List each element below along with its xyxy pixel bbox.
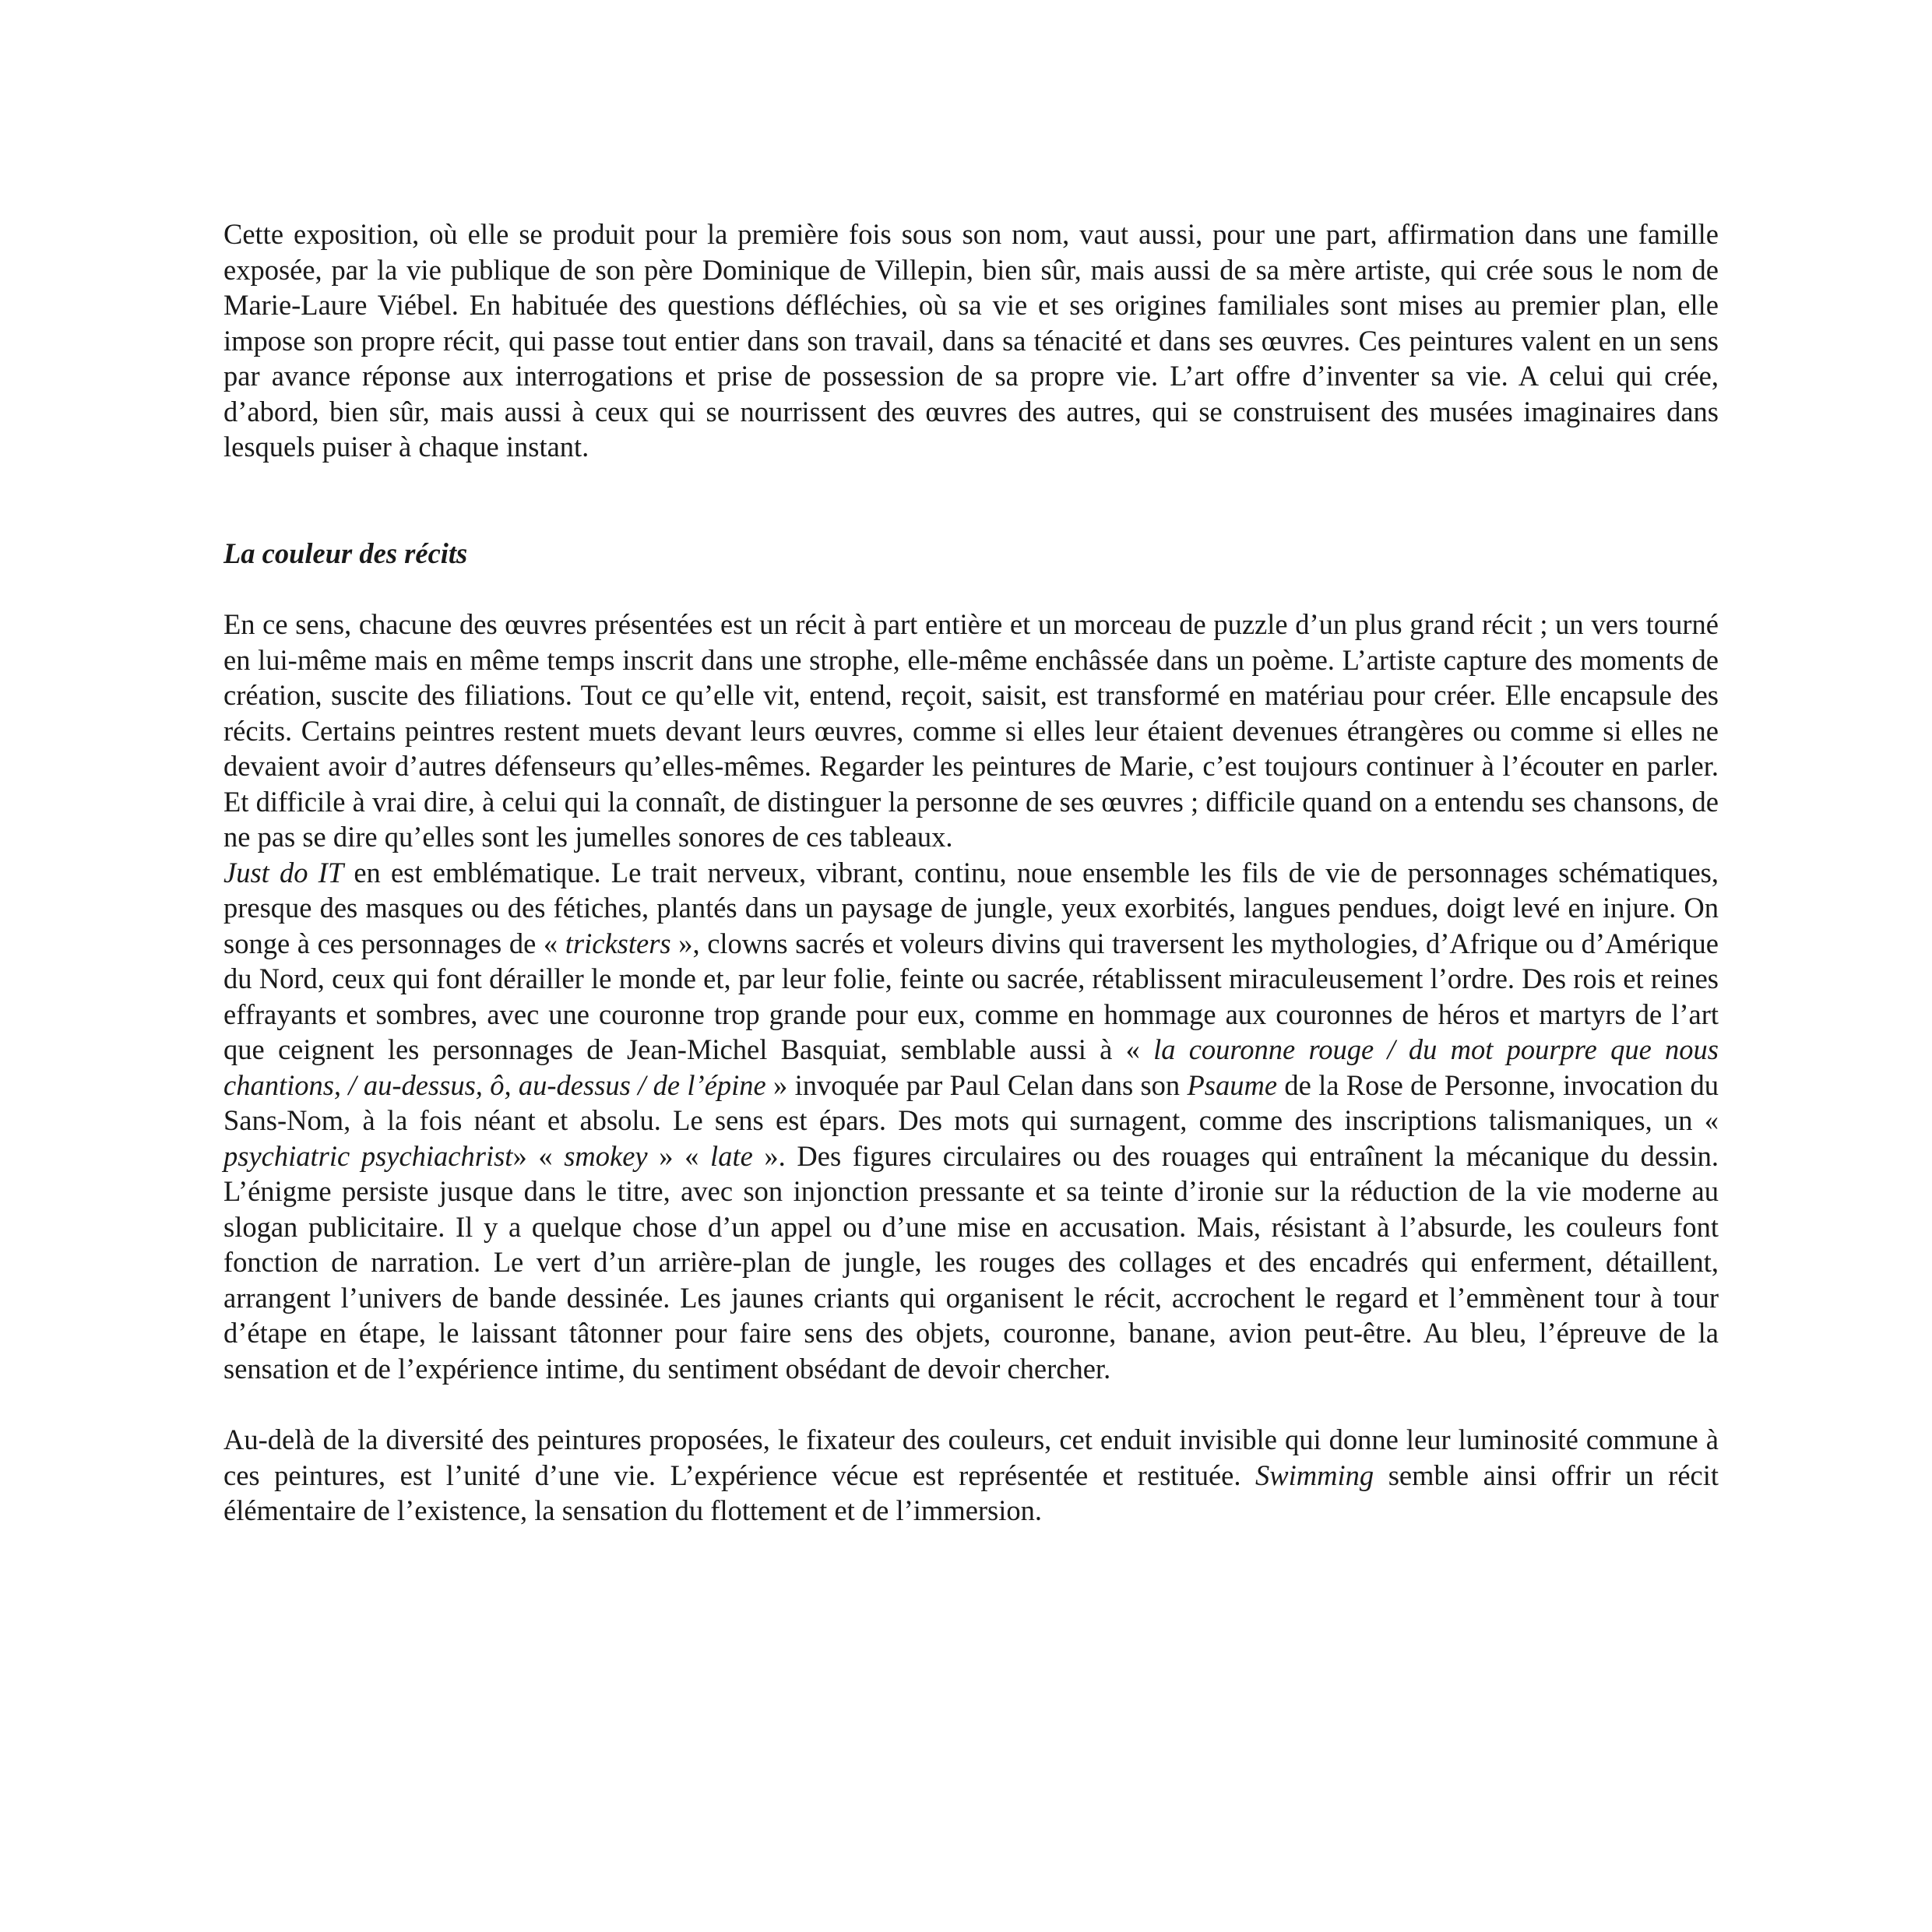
- paragraph-text: » «: [647, 1139, 711, 1172]
- inscription-word: smokey: [564, 1139, 648, 1172]
- artwork-title-swimming: Swimming: [1255, 1459, 1374, 1491]
- paragraph-text: semble ainsi offrir un récit élémentaire de l’existence, la sensation du flottement et de l’immersion.: [223, 1459, 1719, 1526]
- artwork-title-just-do-it: Just do IT: [223, 856, 344, 889]
- paragraph-text: », clowns sacrés et voleurs divins qui traversent les mythologies, d’Afrique ou d’Amérique du Nord, ceux qui font dérailler le monde et, par leur folie, feinte ou sacrée, rétablissent miraculeusement l’ordre. Des rois et reines effrayants et sombres, avec une couronne trop grande pour eux, comme en hommage aux couronnes de héros et martyrs de l’art que ceignent les personnages de Jean-Michel Basquiat, semblable aussi à «: [223, 927, 1719, 1065]
- inscription-word: late: [710, 1139, 753, 1172]
- paragraph-text: de la Rose de Personne, invocation du Sans-Nom, à la fois néant et absolu. Le sens est épars. Des mots qui surnagent, comme des inscriptions talismaniques, un «: [223, 1068, 1719, 1136]
- paragraph-text: ». Des figures circulaires ou des rouages qui entraînent la mécanique du dessin. L’énigme persiste jusque dans le titre, avec son injonction pressante et sa teinte d’ironie sur la réduction de la vie moderne au slogan publicitaire. Il y a quelque chose d’un appel ou d’une mise en accusation. Mais, résistant à l’absurde, les couleurs font fonction de narration. Le vert d’un arrière-plan de jungle, les rouges des collages et des encadrés qui enferment, détaillent, arrangent l’univers de bande dessinée. Les jaunes criants qui organisent le récit, accrochent le regard et l’emmènent tour à tour d’étape en étape, le laissant tâtonner pour faire sens des objets, couronne, banane, avion peut-être. Au bleu, l’épreuve de la sensation et de l’expérience intime, du sentiment obsédant de devoir chercher.: [223, 1139, 1719, 1385]
- intro-paragraph: Cette exposition, où elle se produit pour la première fois sous son nom, vaut aussi, pour une part, affirmation dans une famille exposée, par la vie publique de son père Dominique de Villepin, bien sûr, mais aussi de sa mère artiste, qui crée sous le nom de Marie-Laure Viébel. En habituée des questions défléchies, où sa vie et ses origines familiales sont mises au premier plan, elle impose son propre récit, qui passe tout entier dans son travail, dans sa ténacité et dans ses œuvres. Ces peintures valent en un sens par avance réponse aux interrogations et prise de possession de sa propre vie. L’art offre d’inventer sa vie. A celui qui crée, d’abord, bien sûr, mais aussi à ceux qui se nourrissent des œuvres des autres, qui se construisent des musées imaginaires dans lesquels puiser à chaque instant.: [223, 218, 1719, 463]
- body-paragraph-3: [223, 1422, 1719, 1529]
- body-paragraph-2: [223, 855, 1719, 1387]
- spacer: [223, 571, 1719, 607]
- paragraph-text: » invoquée par Paul Celan dans son: [765, 1068, 1188, 1101]
- spacer: [223, 1386, 1719, 1422]
- spacer: [223, 465, 1719, 536]
- body-paragraph-1: En ce sens, chacune des œuvres présentées est un récit à part entière et un morceau de puzzle d’un plus grand récit ; un vers tourné en lui-même mais en même temps inscrit dans une strophe, elle-même enchâssée dans un poème. L’artiste capture des moments de création, suscite des filiations. Tout ce qu’elle vit, entend, reçoit, saisit, est transformé en matériau pour créer. Elle encapsule des récits. Certains peintres restent muets devant leurs œuvres, comme si elles leur étaient devenues étrangères ou comme si elles ne devaient avoir d’autres défenseurs qu’elles-mêmes. Regarder les peintures de Marie, c’est toujours continuer à l’écouter en parler. Et difficile à vrai dire, à celui qui la connaît, de distinguer la personne de ses œuvres ; difficile quand on a entendu ses chansons, de ne pas se dire qu’elles sont les jumelles sonores de ces tableaux.: [223, 608, 1719, 853]
- document-page: [223, 216, 1719, 1529]
- paragraph-text: en est emblématique. Le trait nerveux, vibrant, continu, noue ensemble les fils de vie de personnages schématiques, presque des masques ou des fétiches, plantés dans un paysage de jungle, yeux exorbités, langues pendues, doigt levé en injure. On songe à ces personnages de «: [223, 856, 1719, 959]
- section-heading: La couleur des récits: [223, 537, 468, 569]
- work-title-psaume: Psaume: [1187, 1068, 1278, 1101]
- paragraph-text: » «: [512, 1139, 565, 1172]
- celan-quote: la couronne rouge / du mot pourpre que nous chantions, / au-dessus, ô, au-dessus / de l’épine: [223, 1033, 1719, 1101]
- inscription-word: psychiatric psychiachrist: [223, 1139, 513, 1172]
- italic-term: tricksters: [565, 927, 671, 959]
- paragraph-text: Au-delà de la diversité des peintures proposées, le fixateur des couleurs, cet enduit invisible qui donne leur luminosité commune à ces peintures, est l’unité d’une vie. L’expérience vécue est représentée et restituée.: [223, 1423, 1719, 1491]
